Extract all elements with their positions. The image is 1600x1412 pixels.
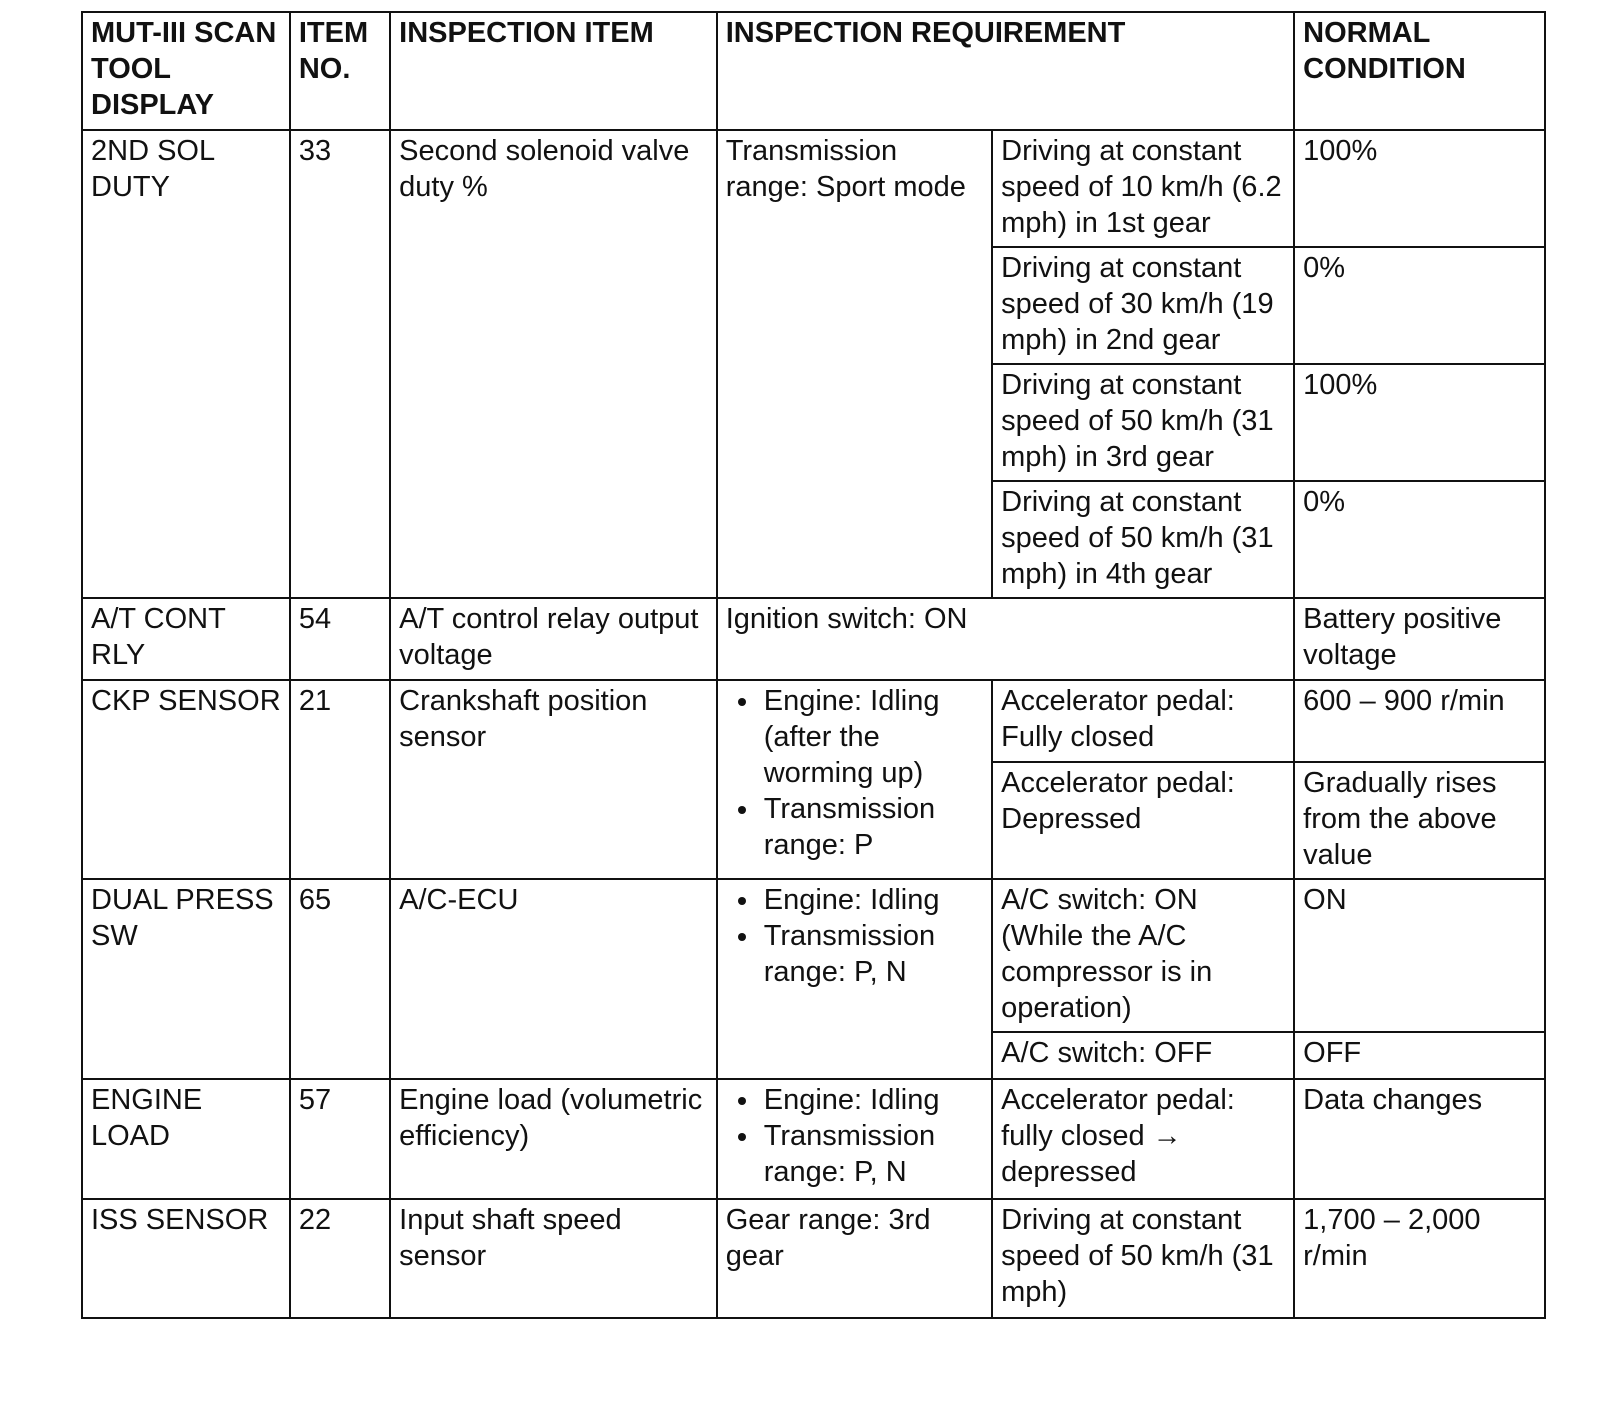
cell-inspection-item: A/T control relay output voltage	[390, 598, 717, 680]
cell-condition: A/C switch: OFF	[992, 1032, 1294, 1079]
cell-item-no: 21	[290, 680, 390, 879]
header-inspection-requirement: INSPECTION REQUIREMENT	[717, 12, 1294, 130]
bullet-item: Transmission range: P, N	[764, 918, 983, 990]
header-display: MUT-III SCAN TOOL DISPLAY	[82, 12, 290, 130]
cell-condition: A/C switch: ON (While the A/C compressor is in operation)	[992, 879, 1294, 1032]
cell-normal: 0%	[1294, 247, 1545, 364]
table-row	[82, 130, 1545, 247]
table-row	[82, 1199, 1545, 1318]
cell-condition: Accelerator pedal: fully closed → depressed	[992, 1079, 1294, 1199]
cell-condition: Driving at constant speed of 30 km/h (19 mph) in 2nd gear	[992, 247, 1294, 364]
cell-display: CKP SENSOR	[82, 680, 290, 879]
cell-normal: OFF	[1294, 1032, 1545, 1079]
bullet-item: Transmission range: P	[764, 791, 983, 863]
cell-requirement: Gear range: 3rd gear	[717, 1199, 992, 1318]
cell-condition: Accelerator pedal: Fully closed	[992, 680, 1294, 762]
requirement-bullet-list	[726, 683, 983, 863]
bullet-item: Engine: Idling	[764, 882, 983, 918]
bullet-item: Transmission range: P, N	[764, 1118, 983, 1190]
cell-requirement: Transmission range: Sport mode	[717, 130, 992, 598]
cell-requirement: Ignition switch: ON	[717, 598, 1294, 680]
cell-item-no: 65	[290, 879, 390, 1079]
cell-item-no: 57	[290, 1079, 390, 1199]
cell-inspection-item: Crankshaft position sensor	[390, 680, 717, 879]
cell-inspection-item: A/C-ECU	[390, 879, 717, 1079]
cell-item-no: 54	[290, 598, 390, 680]
cell-normal: 0%	[1294, 481, 1545, 598]
cell-condition: Driving at constant speed of 50 km/h (31 mph) in 3rd gear	[992, 364, 1294, 481]
cell-item-no: 33	[290, 130, 390, 598]
cell-inspection-item: Second solenoid valve duty %	[390, 130, 717, 598]
cell-normal: Battery positive voltage	[1294, 598, 1545, 680]
header-inspection-item: INSPECTION ITEM	[390, 12, 717, 130]
cell-display: DUAL PRESS SW	[82, 879, 290, 1079]
cell-normal: ON	[1294, 879, 1545, 1032]
cell-condition: Driving at constant speed of 50 km/h (31 mph) in 4th gear	[992, 481, 1294, 598]
table-row	[82, 680, 1545, 762]
cell-display: A/T CONT RLY	[82, 598, 290, 680]
table-row	[82, 1079, 1545, 1199]
requirement-bullet-list	[726, 1082, 983, 1190]
header-row	[82, 12, 1545, 130]
cell-normal: Gradually rises from the above value	[1294, 762, 1545, 879]
cell-normal: 100%	[1294, 364, 1545, 481]
table-row	[82, 598, 1545, 680]
table-row	[82, 879, 1545, 1032]
cell-normal: 1,700 – 2,000 r/min	[1294, 1199, 1545, 1318]
cell-requirement	[717, 879, 992, 1079]
cell-inspection-item: Input shaft speed sensor	[390, 1199, 717, 1318]
inspection-table	[81, 11, 1546, 1319]
bullet-item: Engine: Idling (after the worming up)	[764, 683, 983, 791]
cell-normal: 100%	[1294, 130, 1545, 247]
cell-display: ENGINE LOAD	[82, 1079, 290, 1199]
cell-normal: Data changes	[1294, 1079, 1545, 1199]
bullet-item: Engine: Idling	[764, 1082, 983, 1118]
cell-requirement	[717, 1079, 992, 1199]
cell-item-no: 22	[290, 1199, 390, 1318]
header-normal-condition: NORMAL CONDITION	[1294, 12, 1545, 130]
cell-normal: 600 – 900 r/min	[1294, 680, 1545, 762]
requirement-bullet-list	[726, 882, 983, 990]
cell-condition: Accelerator pedal: Depressed	[992, 762, 1294, 879]
header-item-no: ITEM NO.	[290, 12, 390, 130]
cell-requirement	[717, 680, 992, 879]
cell-condition: Driving at constant speed of 50 km/h (31 mph)	[992, 1199, 1294, 1318]
cell-inspection-item: Engine load (volumetric efficiency)	[390, 1079, 717, 1199]
cell-display: 2ND SOL DUTY	[82, 130, 290, 598]
cell-condition: Driving at constant speed of 10 km/h (6.2 mph) in 1st gear	[992, 130, 1294, 247]
cell-display: ISS SENSOR	[82, 1199, 290, 1318]
